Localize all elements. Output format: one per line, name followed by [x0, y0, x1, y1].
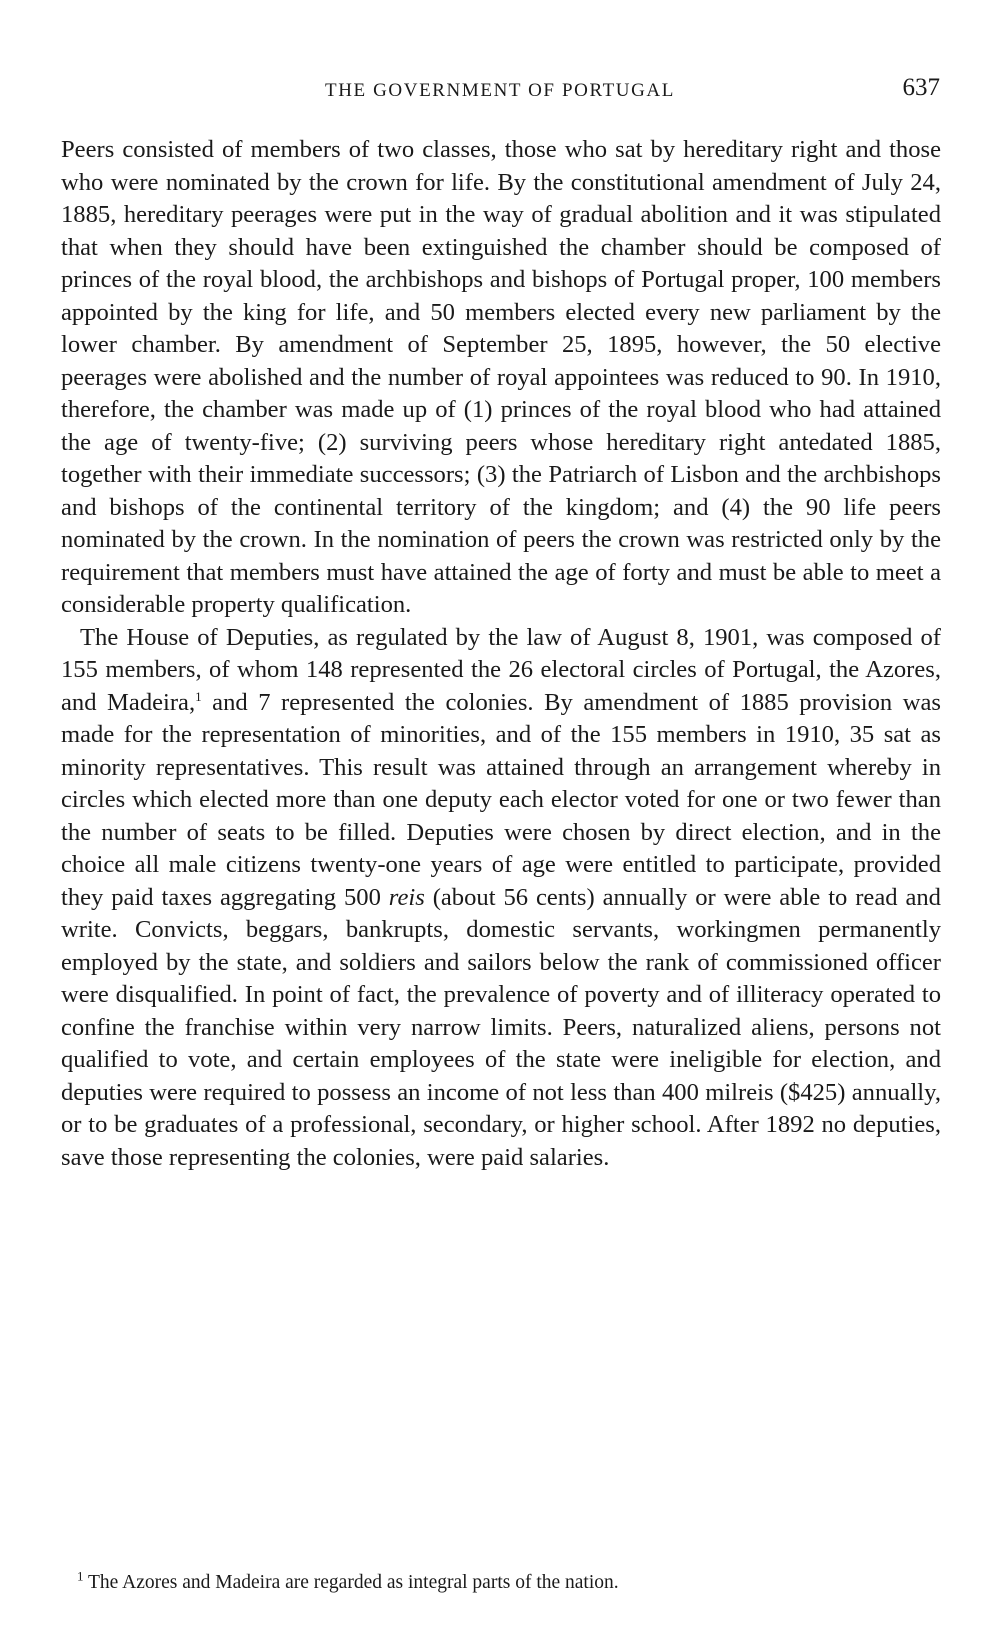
footnote-text: The Azores and Madeira are regarded as integral parts of the nation.	[83, 1572, 619, 1593]
running-head	[60, 72, 940, 108]
paragraph-deputies-part-a: The House of Deputies, as regulated by the law of August 8, 1901, was composed of 155 members, of whom 148 represented the 26 electoral circles of Portugal, the Azores, and Madeira,	[61, 623, 941, 716]
footnote-marker: 1	[77, 1568, 84, 1584]
paragraph-deputies-part-c: (about 56 cents) annually or were able to read and write. Convicts, beggars, bankrupts, domestic servants, workingmen permanently employed by the state, and soldiers and sailors below the rank of commissioned officer were disqualified. In point of fact, the prevalence of poverty and of illiteracy operated to confine the franchise within very narrow limits. Peers, naturalized aliens, persons not qualified to vote, and certain employees of the state were ineligible for election, and deputies were required to possess an income of not less than 400 milreis ($425) annually, or to be graduates of a professional, secondary, or higher school. After 1892 no deputies, save those representing the colonies, were paid salaries.	[61, 883, 941, 1171]
italic-term: reis	[388, 883, 425, 911]
running-title: THE GOVERNMENT OF PORTUGAL	[325, 80, 675, 101]
page-number: 637	[902, 74, 940, 101]
paragraph-peers: Peers consisted of members of two classes, those who sat by hereditary right and those who were nominated by the crown for life. By the constitutional amendment of July 24, 1885, hereditary peerages were put in the way of gradual abolition and it was stipulated that when they should have been extinguished the chamber should be composed of princes of the royal blood, the archbishops and bishops of Portugal proper, 100 members appointed by the king for life, and 50 members elected every new parliament by the lower chamber. By amendment of September 25, 1895, however, the 50 elective peerages were abolished and the number of royal appointees was reduced to 90. In 1910, therefore, the chamber was made up of (1) princes of the royal blood who had attained the age of twenty-five; (2) surviving peers whose hereditary right antedated 1885, together with their immediate successors; (3) the Patriarch of Lisbon and the archbishops and bishops of the continental territory of the kingdom; and (4) the 90 life peers nominated by the crown. In the nomination of peers the crown was restricted only by the requirement that members must have attained the age of forty and must be able to meet a considerable property qualification.	[61, 136, 941, 618]
paragraph-deputies	[61, 622, 941, 1175]
footnote-reference: 1	[195, 688, 202, 704]
body-text	[61, 134, 941, 1174]
footnote	[61, 1570, 941, 1596]
paragraph-deputies-part-b: and 7 represented the colonies. By amendment of 1885 provision was made for the representation of minorities, and of the 155 members in 1910, 35 sat as minority representatives. This result was attained through an arrangement whereby in circles which elected more than one deputy each elector voted for one or two fewer than the number of seats to be filled. Deputies were chosen by direct election, and in the choice all male citizens twenty-one years of age were entitled to participate, provided they paid taxes aggregating 500	[61, 688, 941, 911]
